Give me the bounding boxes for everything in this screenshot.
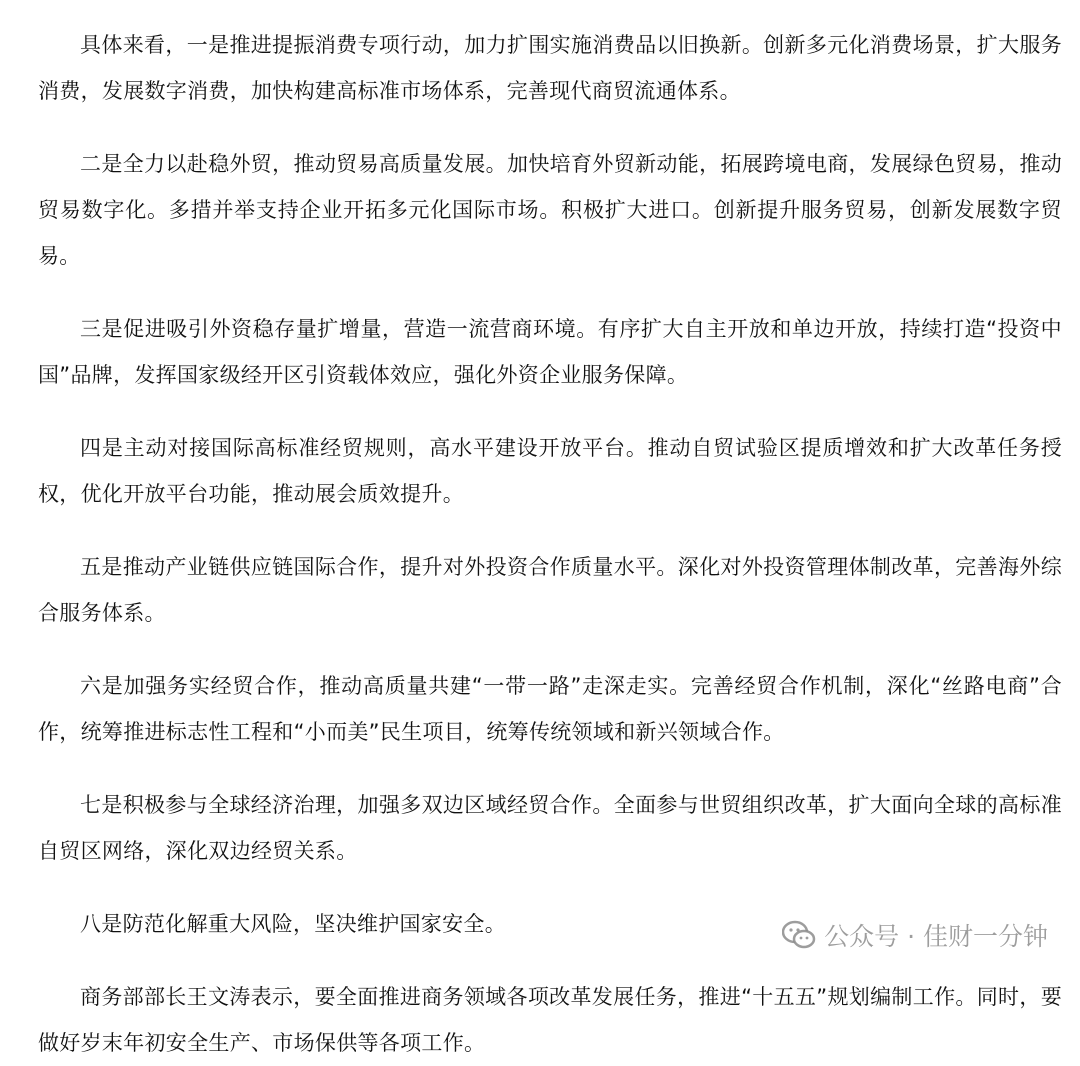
paragraph-trade-rules: 四是主动对接国际高标准经贸规则，高水平建设开放平台。推动自贸试验区提质增效和扩大改革任务授权，优化开放平台功能，推动展会质效提升。 — [38, 436, 1062, 506]
paragraph-foreign-investment: 三是促进吸引外资稳存量扩增量，营造一流营商环境。有序扩大自主开放和单边开放，持续打造“投资中国”品牌，发挥国家级经开区引资载体效应，强化外资企业服务保障。 — [38, 317, 1062, 387]
paragraph-supply-chain: 五是推动产业链供应链国际合作，提升对外投资合作质量水平。深化对外投资管理体制改革，完善海外综合服务体系。 — [38, 555, 1062, 625]
paragraph-consumption: 具体来看，一是推进提振消费专项行动，加力扩围实施消费品以旧换新。创新多元化消费场景，扩大服务消费，发展数字消费，加快构建高标准市场体系，完善现代商贸流通体系。 — [38, 33, 1062, 103]
paragraph-risk-security: 八是防范化解重大风险，坚决维护国家安全。 — [80, 912, 506, 936]
paragraph-minister-statement: 商务部部长王文涛表示，要全面推进商务领域各项改革发展任务，推进“十五五”规划编制工作。同时，要做好岁末年初安全生产、市场保供等各项工作。 — [38, 985, 1062, 1055]
watermark-text: 公众号 · 佳财一分钟 — [824, 922, 1048, 951]
paragraph-foreign-trade: 二是全力以赴稳外贸，推动贸易高质量发展。加快培育外贸新动能，拓展跨境电商，发展绿色贸易，推动贸易数字化。多措并举支持企业开拓多元化国际市场。积极扩大进口。创新提升服务贸易，创新发展数字贸易。 — [38, 152, 1062, 268]
article-body — [38, 22, 1062, 1066]
paragraph-belt-and-road: 六是加强务实经贸合作，推动高质量共建“一带一路”走深走实。完善经贸合作机制，深化“丝路电商”合作，统筹推进标志性工程和“小而美”民生项目，统筹传统领域和新兴领域合作。 — [38, 674, 1062, 744]
paragraph-global-governance: 七是积极参与全球经济治理，加强多双边区域经贸合作。全面参与世贸组织改革，扩大面向全球的高标准自贸区网络，深化双边经贸关系。 — [38, 793, 1062, 863]
